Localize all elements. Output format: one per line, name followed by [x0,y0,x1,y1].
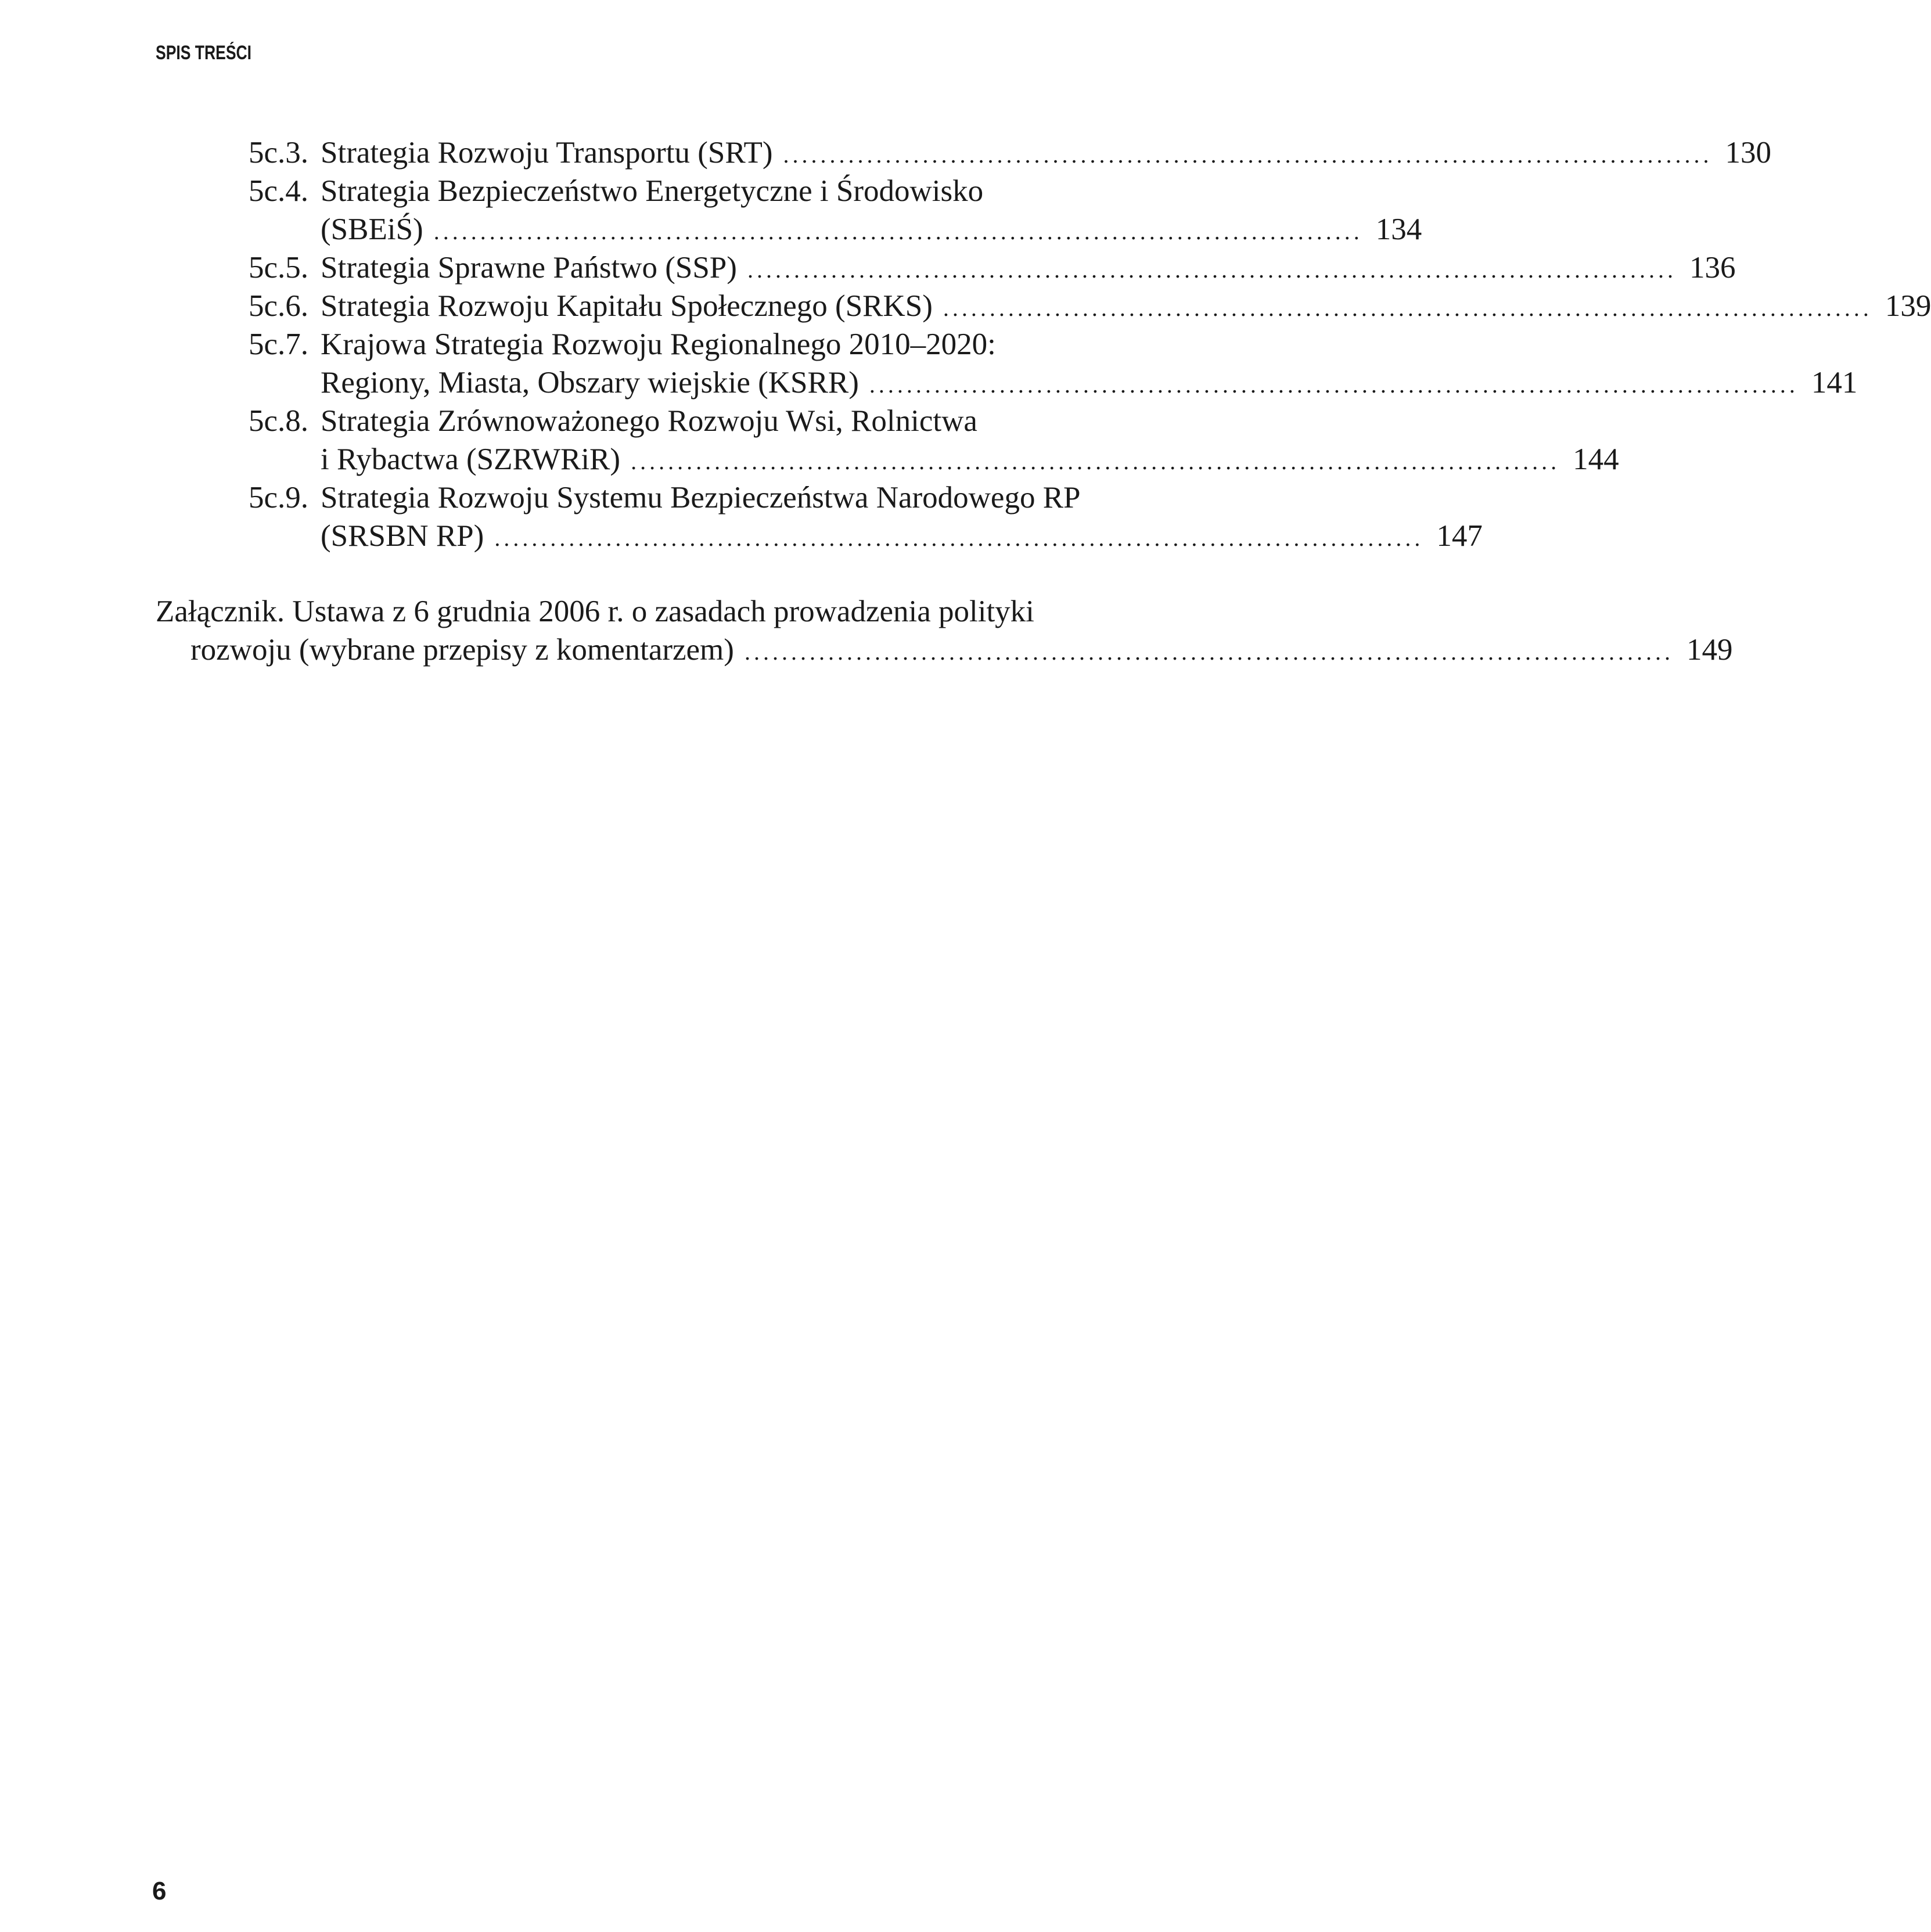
toc-entry-title: Strategia Zrównoważonego Rozwoju Wsi, Rolnictwa [321,404,977,438]
toc-entry[interactable] [321,364,1858,404]
toc-entry-title-continued: i Rybactwa (SZRWRiR) [321,442,621,476]
toc-entry-number: 5c.4. [249,174,309,208]
toc-page-number: 141 [1811,366,1858,400]
appendix-entry[interactable] [190,631,1733,671]
toc-entry-title: Strategia Rozwoju Kapitału Społecznego (SRKS) [321,289,933,323]
toc-entry-number: 5c.3. [249,136,309,170]
toc-entry-title: Strategia Rozwoju Systemu Bezpieczeństwa Narodowego RP [321,481,1081,515]
dot-leader: .................................................................................................... [869,372,1799,398]
dot-leader: .................................................................................................... [943,295,1872,321]
toc-entry[interactable] [321,440,1619,481]
toc-entry[interactable] [321,249,1736,289]
dot-leader: .................................................................................................... [747,257,1677,283]
toc-entry-title-continued: (SBEiŚ) [321,213,423,246]
toc-entry-number: 5c.5. [249,251,309,285]
toc-entry-number: 5c.7. [249,328,309,361]
toc-entry[interactable] [321,287,1931,328]
toc-page-number: 139 [1885,289,1931,323]
running-head: SPIS TREŚCI [156,42,252,64]
dot-leader: .................................................................................................... [433,218,1363,244]
toc-entry-title: Strategia Sprawne Państwo (SSP) [321,251,737,285]
dot-leader: .................................................................................................... [744,639,1674,665]
toc-entry-number: 5c.8. [249,404,309,438]
dot-leader: .................................................................................................... [494,525,1424,551]
toc-entry[interactable] [321,210,1422,251]
toc-entry-number: 5c.6. [249,289,309,323]
toc-page-number: 130 [1725,136,1772,170]
toc-page-number: 136 [1689,251,1736,285]
page-number: 6 [152,1877,167,1905]
toc-entry-title-continued: Regiony, Miasta, Obszary wiejskie (KSRR) [321,366,859,400]
toc-entry[interactable] [321,134,1772,174]
toc-page-number: 149 [1686,633,1733,667]
appendix-title: Załącznik. Ustawa z 6 grudnia 2006 r. o zasadach prowadzenia polityki [156,595,1034,628]
toc-entry-title: Strategia Rozwoju Transportu (SRT) [321,136,773,170]
toc-entry-title: Krajowa Strategia Rozwoju Regionalnego 2010–2020: [321,328,996,361]
toc-entry-title-continued: (SRSBN RP) [321,519,484,553]
toc-entry[interactable] [321,517,1483,557]
toc-page-number: 144 [1573,442,1619,476]
dot-leader: .................................................................................................... [783,142,1713,168]
dot-leader: .................................................................................................... [631,448,1560,474]
toc-page-number: 147 [1436,519,1483,553]
toc-entry-number: 5c.9. [249,481,309,515]
toc-page-number: 134 [1375,213,1422,246]
appendix-title-continued: rozwoju (wybrane przepisy z komentarzem) [190,633,734,667]
toc-entry-title: Strategia Bezpieczeństwo Energetyczne i Środowisko [321,174,984,208]
